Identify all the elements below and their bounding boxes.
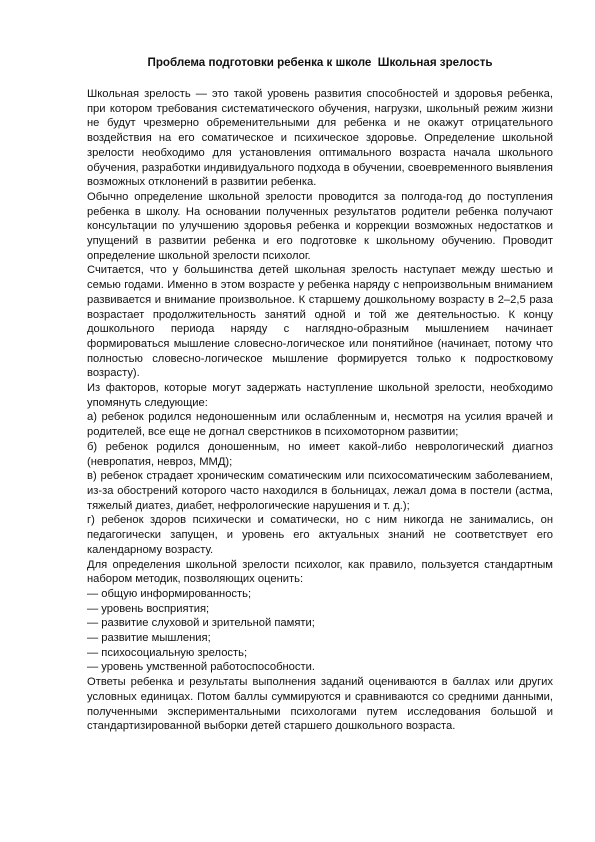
list-item: — психосоциальную зрелость; bbox=[87, 646, 248, 659]
paragraph-factors-intro: Из факторов, которые могут задержать наступление школьной зрелости, необходимо упомянуть следующие: bbox=[87, 382, 553, 409]
paragraph-timing: Обычно определение школьной зрелости проводится за полгода-год до поступления ребенка в школу. На основании полученных результатов родители ребенка получают консультации по улучшению здоровья ребенка и коррекции возможных недостатков и упущений в развитии ребенка и его подготовке к школьному обучению. Проводит определение школьной зрелости психолог. bbox=[87, 190, 553, 262]
list-item: — развитие мышления; bbox=[87, 632, 211, 645]
list-item: — общую информированность; bbox=[87, 587, 252, 600]
list-item: — уровень восприятия; bbox=[87, 602, 210, 615]
factor-item-b: б) ребенок родился доношенным, но имеет какой-либо неврологический диагноз (невропатия, невроз, ММД); bbox=[87, 440, 553, 468]
factor-item-a: а) ребенок родился недоношенным или ослабленным и, несмотря на усилия врачей и родителей, все еще не догнал сверстников в психомоторном развитии; bbox=[87, 411, 553, 439]
list-item: — развитие слуховой и зрительной памяти; bbox=[87, 617, 315, 630]
paragraph-scoring: Ответы ребенка и результаты выполнения заданий оцениваются в баллах или других условных единицах. Потом баллы суммируются и сравниваются со средними данными, полученными экспериментальными психологами путем исследования большой и стандартизированной выборки детей старшего дошкольного возраста. bbox=[87, 676, 553, 733]
paragraph-age: Считается, что у большинства детей школьная зрелость наступает между шестью и семью годами. Именно в этом возрасте у ребенка наряду с непроизвольным вниманием развивается и внимание произвольное. К старшему дошкольному возрасту в 2–2,5 раза возрастает продолжительность занятий одной и той же деятельностью. К концу дошкольного периода наряду с наглядно-образным мышлением начинает формироваться мышление словесно-логическое или понятийное (начинает, потому что полностью словесно-логическое мышление формируется только к подростковому возрасту). bbox=[87, 264, 553, 380]
paragraph-methods-intro: Для определения школьной зрелости психолог, как правило, пользуется стандартным набором методик, позволяющих оценить: bbox=[87, 558, 553, 586]
list-item: — уровень умственной работоспособности. bbox=[87, 661, 315, 674]
paragraph-definition: Школьная зрелость — это такой уровень развития способностей и здоровья ребенка, при котором требования систематического обучения, нагрузки, школьный режим жизни не будут чрезмерно обременительными для ребенка и не окажут отрицательного воздействия на его соматическое и психическое здоровье. Определение школьной зрелости необходимо для установления оптимального возраста начала школьного обучения, разработки индивидуального подхода в обучении, своевременного выявления возможных отклонений в развитии ребенка. bbox=[87, 88, 553, 189]
factor-item-c: в) ребенок страдает хроническим соматическим или психосоматическим заболеванием, из-за обострений которого часто находился в больницах, лежал дома в постели (астма, тяжелый диатез, диабет, нефрологические нарушения и т. д.); bbox=[87, 470, 553, 512]
factor-item-d: г) ребенок здоров психически и соматически, но с ним никогда не занимались, он педагогически запущен, и уровень его актуальных знаний не соответствует его календарному возрасту. bbox=[87, 514, 553, 556]
document-title: Проблема подготовки ребенка к школе Школьная зрелость bbox=[147, 56, 493, 69]
document-page bbox=[87, 56, 553, 734]
assessment-list bbox=[87, 587, 553, 675]
